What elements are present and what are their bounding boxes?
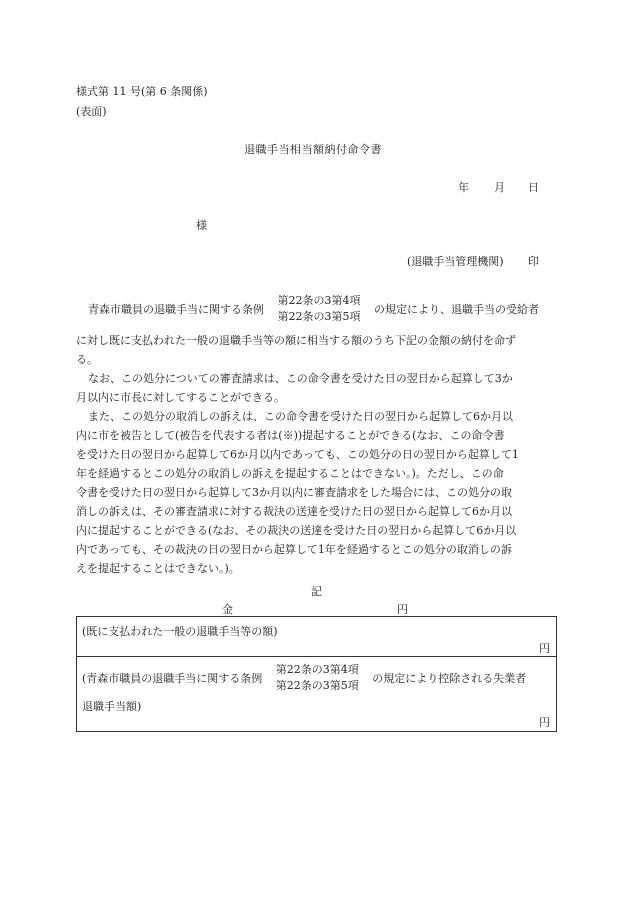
text-line: に対し既に支払われた一般の退職手当等の額に相当する額のうち下記の金額の納付を命ず xyxy=(76,334,516,347)
amount-unit: 円 xyxy=(397,603,408,616)
form-side-label: (表面) xyxy=(76,105,107,118)
text-line: 月以内に市長に対してすることができる。 xyxy=(76,391,285,404)
issuer-name: (退職手当管理機関) xyxy=(407,255,504,268)
table-row xyxy=(77,657,556,731)
text-line: えを提起することはできない。)。 xyxy=(76,562,240,575)
text-line: 内に市を被告として(被告を代表する者は(※))提起することができる(なお、この命令書 xyxy=(76,429,505,442)
intro-article-stack xyxy=(278,293,361,325)
amount-label: 金 xyxy=(222,603,233,616)
note-heading: 記 xyxy=(311,585,322,598)
text-line: 消しの訴えは、その審査請求に対する裁決の送達を受けた日の翌日から起算して6か月以 xyxy=(76,505,512,518)
text-line: また、この処分の取消しの訴えは、この命令書を受けた日の翌日から起算して6か月以 xyxy=(88,410,513,423)
paragraph-review-request xyxy=(76,369,558,407)
paragraph-order xyxy=(76,331,558,369)
row2-unit: 円 xyxy=(539,716,550,729)
date-day: 日 xyxy=(528,181,539,194)
date-year: 年 xyxy=(458,181,469,194)
article-a: 第22条の3第4項 xyxy=(275,663,359,676)
amount-breakdown-table xyxy=(76,616,557,732)
text-line: を受けた日の翌日から起算して6か月以内であっても、この処分の日の翌日から起算して1 xyxy=(76,448,519,461)
form-number: 様式第 11 号(第 6 条関係) xyxy=(76,85,208,98)
text-line: 内であっても、その裁決の日の翌日から起算して1年を経過するとこの処分の取消しの訴 xyxy=(76,543,512,556)
row1-unit: 円 xyxy=(539,642,550,655)
row2-line2: 退職手当額) xyxy=(82,700,142,713)
date-month: 月 xyxy=(494,181,505,194)
text-line: 令書を受けた日の翌日から起算して3か月以内に審査請求をした場合には、この処分の取 xyxy=(76,486,512,499)
paragraph-revocation-suit xyxy=(76,407,558,578)
row2-article-stack xyxy=(276,662,359,694)
addressee-suffix: 様 xyxy=(196,219,207,232)
article-b: 第22条の3第5項 xyxy=(277,310,361,323)
intro-before-text: 青森市職員の退職手当に関する条例 xyxy=(88,303,264,316)
article-a: 第22条の3第4項 xyxy=(277,294,361,307)
text-line: 年を経過するとこの処分の取消しの訴えを提起することはできない。)。ただし、この命 xyxy=(76,467,504,480)
table-row xyxy=(77,617,556,657)
text-line: る。 xyxy=(76,353,98,366)
row1-label: (既に支払われた一般の退職手当等の額) xyxy=(82,625,278,638)
text-line: 内に提起することができる(なお、その裁決の送達を受けた日の翌日から起算して6か月以 xyxy=(76,524,517,537)
issuer-seal: 印 xyxy=(528,255,539,268)
intro-after-text: の規定により、退職手当の受給者 xyxy=(374,303,539,316)
row2-sentence xyxy=(82,662,526,694)
row2-before-text: (青森市職員の退職手当に関する条例 xyxy=(82,672,263,685)
article-b: 第22条の3第5項 xyxy=(275,679,359,692)
text-line: なお、この処分についての審査請求は、この命令書を受けた日の翌日から起算して3か xyxy=(88,372,513,385)
document-title: 退職手当相当額納付命令書 xyxy=(244,143,382,156)
row2-after-text: の規定により控除される失業者 xyxy=(372,672,527,685)
intro-sentence xyxy=(88,293,539,325)
